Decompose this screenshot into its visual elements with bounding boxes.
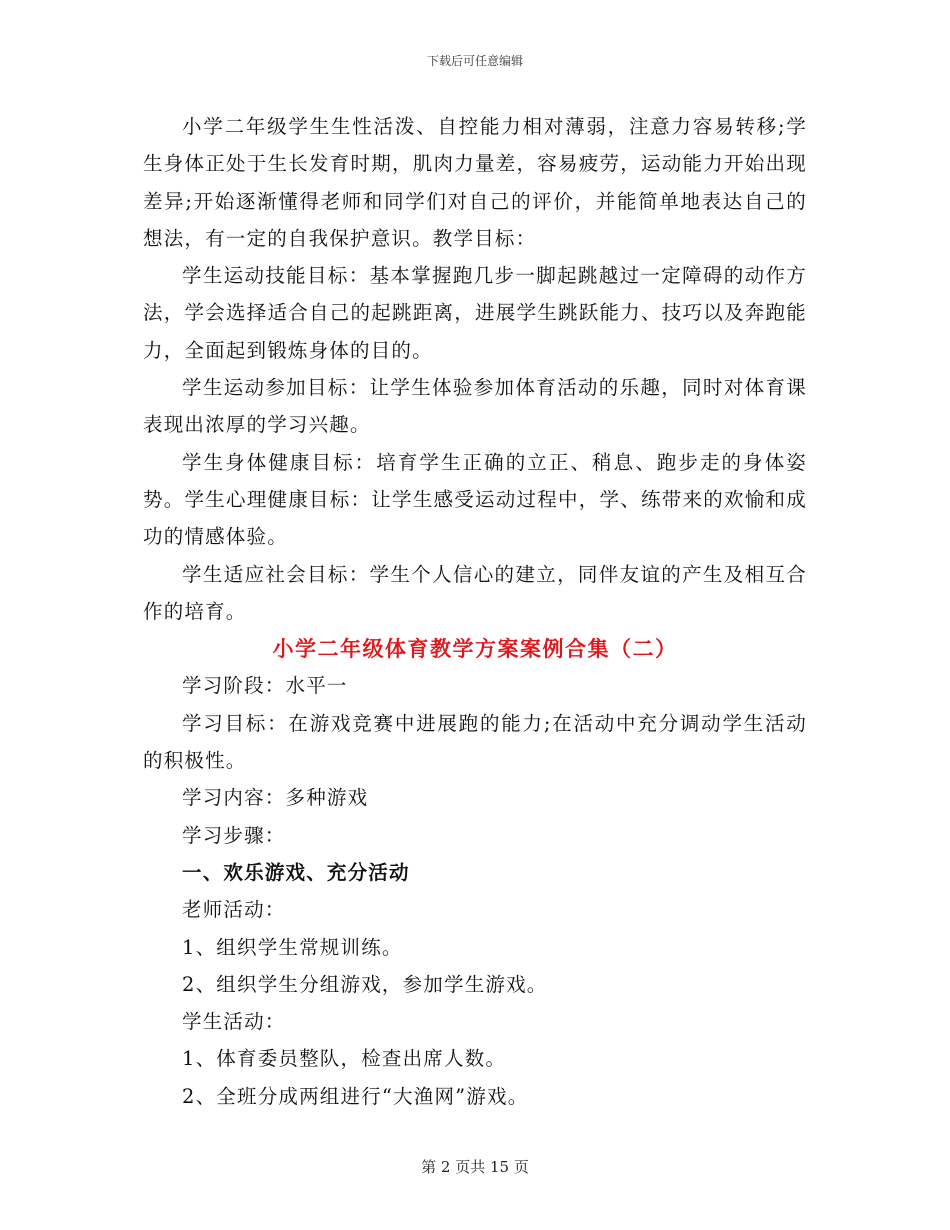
student-activity-item: 2、全班分成两组进行“大渔网”游戏。: [182, 1084, 529, 1108]
teacher-activity-item: 1、组织学生常规训练。: [182, 935, 403, 959]
paragraph-participation-goal: 学生运动参加目标：让学生体验参加体育活动的乐趣，同时对体育课表现出浓厚的学习兴趣。: [143, 376, 807, 437]
page-header: 下载后可任意编辑: [426, 54, 523, 68]
student-activity-item: 1、体育委员整队，检查出席人数。: [182, 1047, 507, 1071]
page-footer: 第 2 页共 15 页: [421, 1158, 529, 1176]
paragraph-student-characteristics: 小学二年级学生生性活泼、自控能力相对薄弱，注意力容易转移;学生身体正处于生长发育时期，肌肉力量差，容易疲劳，运动能力开始出现差异;开始逐渐懂得老师和同学们对自己的评价，并能简单地表达自己的想法，有一定的自我保护意识。教学目标：: [143, 115, 807, 250]
teacher-activity-item: 2、组织学生分组游戏，参加学生游戏。: [182, 972, 548, 996]
section-title: 小学二年级体育教学方案案例合集（二）: [272, 636, 678, 662]
paragraph-learning-stage: 学习阶段：水平一: [182, 674, 348, 698]
paragraph-learning-steps: 学习步骤：: [182, 823, 286, 847]
teacher-activity-label: 老师活动：: [182, 898, 286, 922]
paragraph-motor-skill-goal: 学生运动技能目标：基本掌握跑几步一脚起跳越过一定障碍的动作方法，学会选择适合自己的起跳距离，进展学生跳跃能力、技巧以及奔跑能力，全面起到锻炼身体的目的。: [143, 264, 807, 362]
paragraph-learning-objective: 学习目标：在游戏竞赛中进展跑的能力;在活动中充分调动学生活动的积极性。: [143, 711, 807, 773]
document-body: [143, 108, 807, 1115]
student-activity-label: 学生活动：: [182, 1010, 286, 1034]
sub-heading: 一、欢乐游戏、充分活动: [182, 860, 410, 884]
paragraph-health-goal: 学生身体健康目标：培育学生正确的立正、稍息、跑步走的身体姿势。学生心理健康目标：让学生感受运动过程中，学、练带来的欢愉和成功的情感体验。: [143, 450, 807, 549]
paragraph-social-goal: 学生适应社会目标：学生个人信心的建立，同伴友谊的产生及相互合作的培育。: [143, 562, 807, 623]
paragraph-learning-content: 学习内容：多种游戏: [182, 786, 369, 810]
